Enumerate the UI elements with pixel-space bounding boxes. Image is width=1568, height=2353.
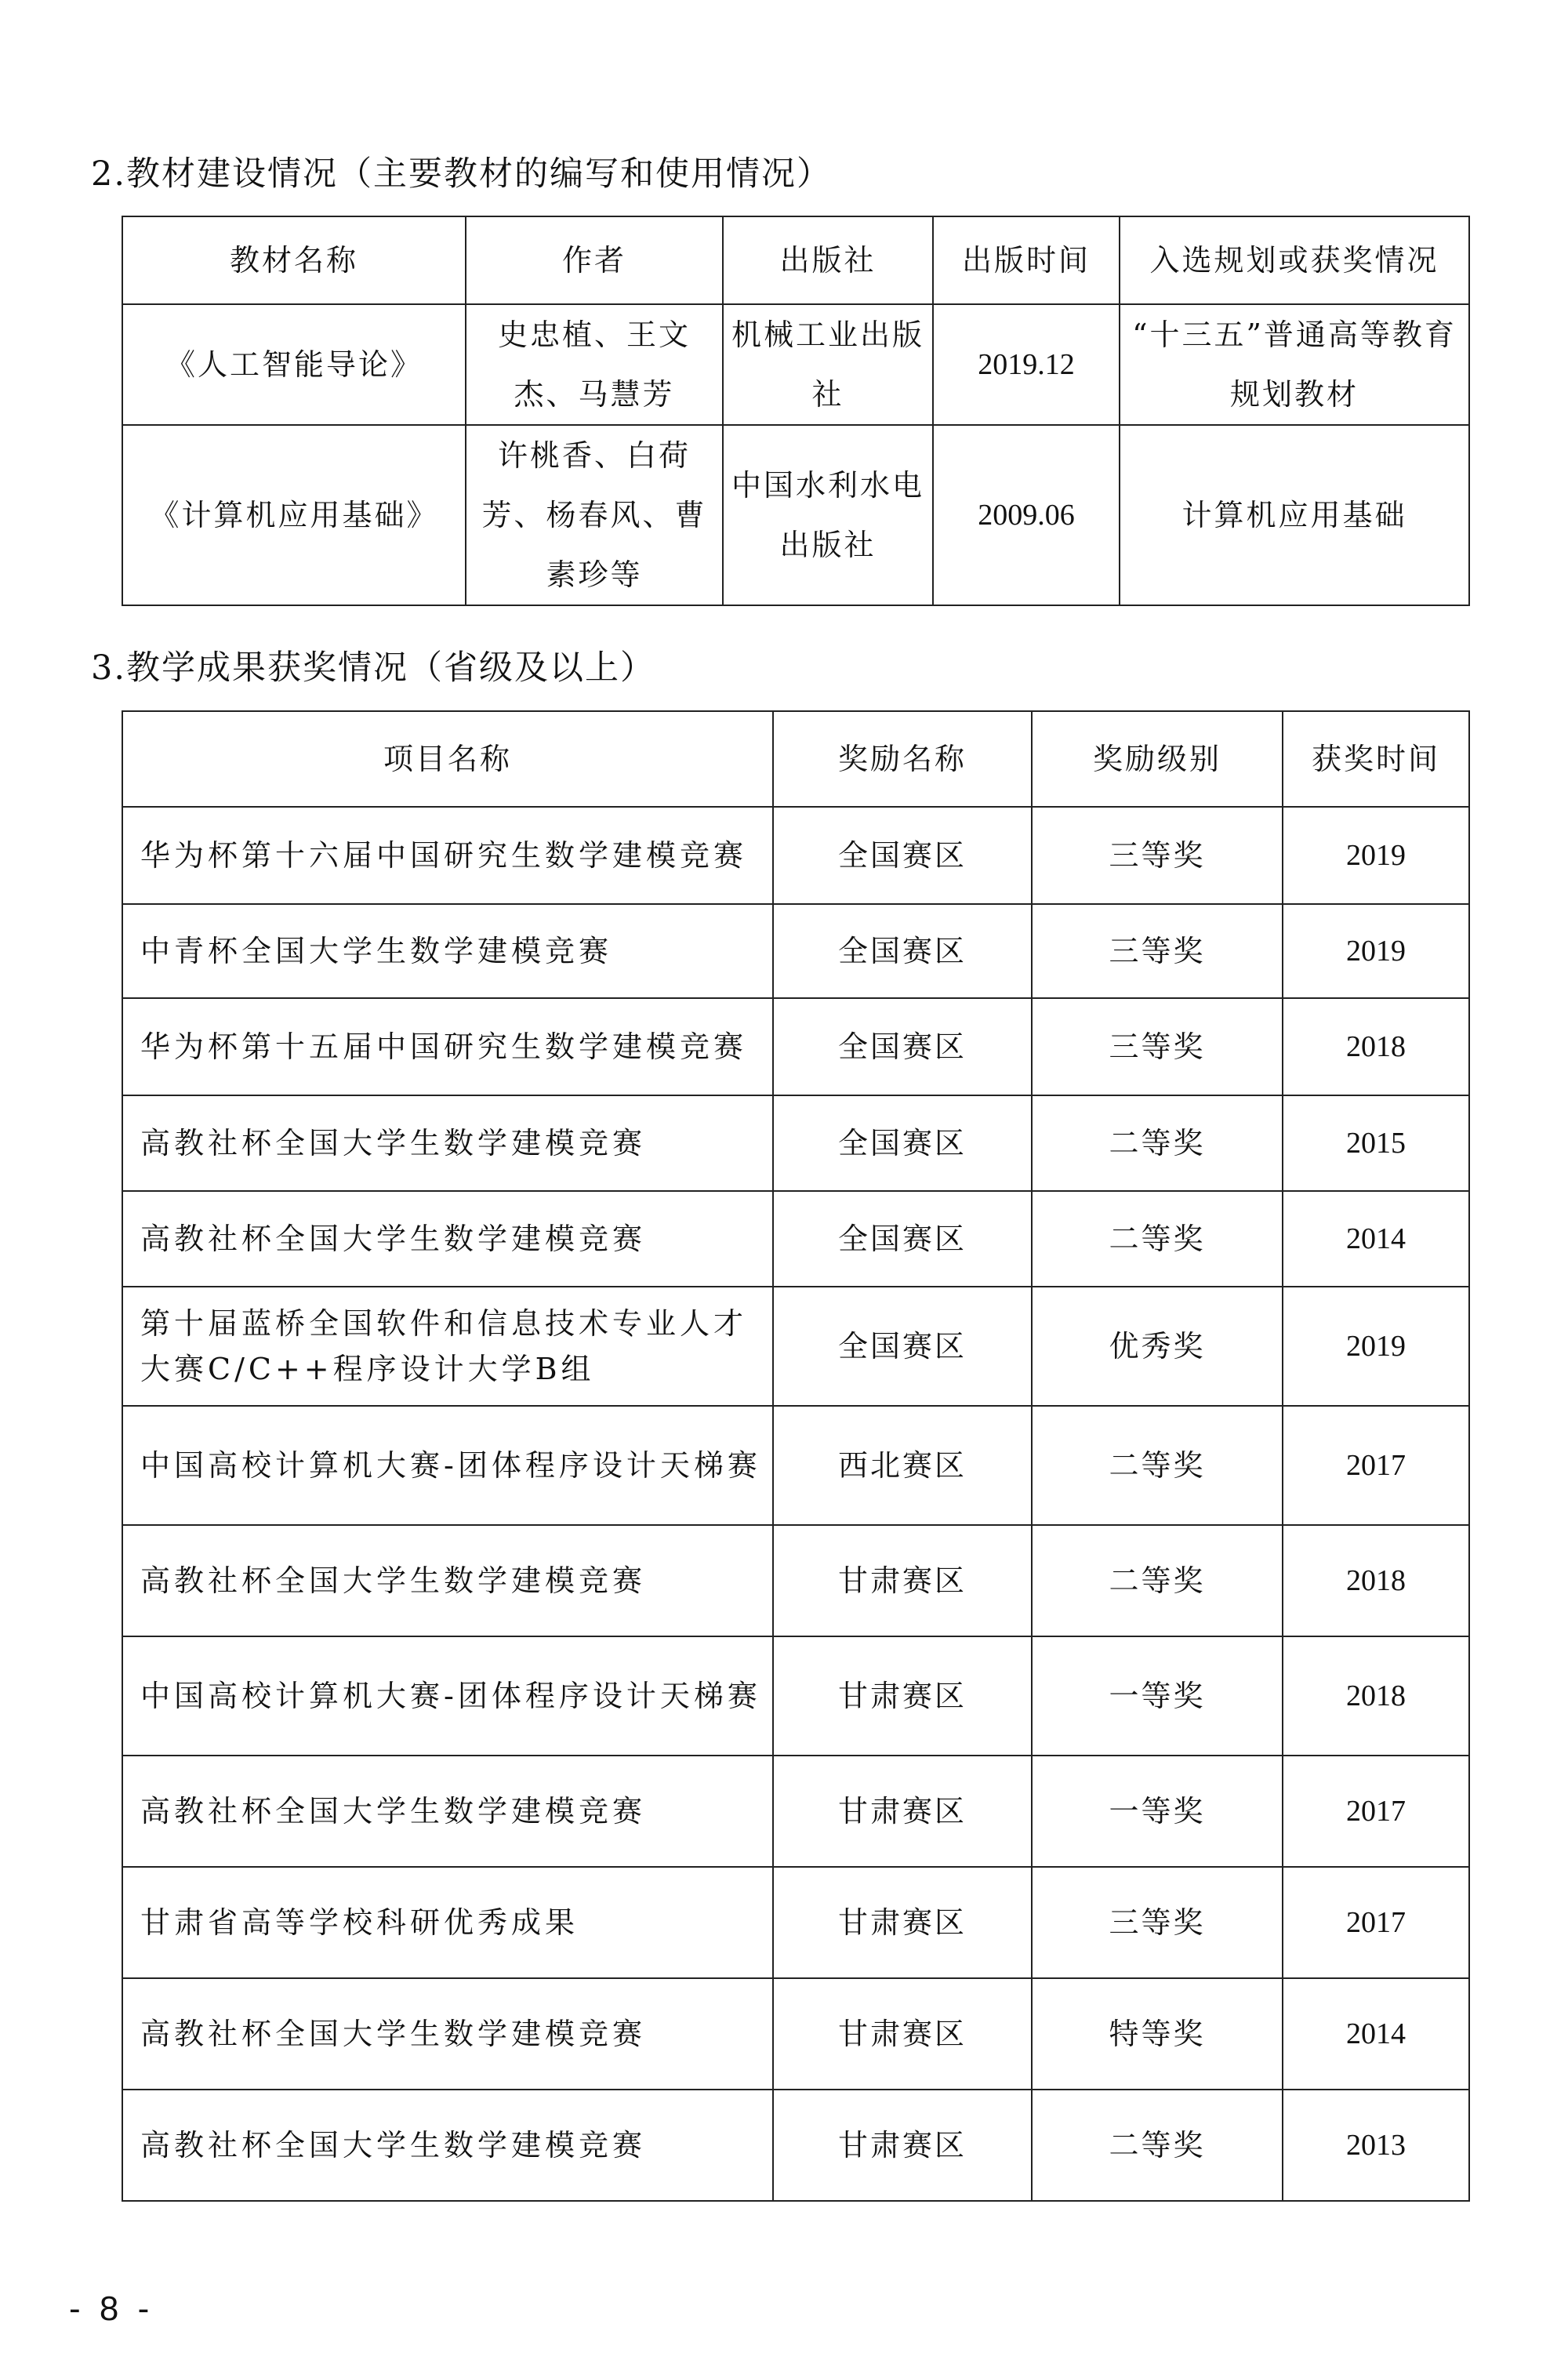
award-level: 二等奖 <box>1032 2090 1283 2201</box>
award-year: 2017 <box>1283 1867 1469 1978</box>
textbook-author: 许桃香、白荷芳、杨春风、曹素珍等 <box>466 425 723 605</box>
award-project-name: 高教社杯全国大学生数学建模竞赛 <box>122 1525 773 1636</box>
award-year: 2014 <box>1283 1191 1469 1287</box>
award-year: 2019 <box>1283 807 1469 904</box>
textbook-publisher: 中国水利水电出版社 <box>723 425 933 605</box>
award-year: 2015 <box>1283 1095 1469 1191</box>
table-row <box>122 1525 1469 1636</box>
award-level: 三等奖 <box>1032 807 1283 904</box>
table-row <box>122 1756 1469 1867</box>
award-project-name: 中国高校计算机大赛-团体程序设计天梯赛 <box>122 1406 773 1525</box>
textbook-name: 《计算机应用基础》 <box>122 425 466 605</box>
award-level: 二等奖 <box>1032 1406 1283 1525</box>
header-cell: 作者 <box>466 216 723 304</box>
textbook-date: 2009.06 <box>933 425 1120 605</box>
header-cell: 入选规划或获奖情况 <box>1120 216 1469 304</box>
award-name: 全国赛区 <box>773 807 1032 904</box>
textbook-table <box>122 216 1470 606</box>
award-project-name: 华为杯第十六届中国研究生数学建模竞赛 <box>122 807 773 904</box>
table-row <box>122 1191 1469 1287</box>
table-row <box>122 1636 1469 1756</box>
award-name: 甘肃赛区 <box>773 1756 1032 1867</box>
section-3-title: 3.教学成果获奖情况（省级及以上） <box>91 648 656 688</box>
award-project-name: 高教社杯全国大学生数学建模竞赛 <box>122 1756 773 1867</box>
textbook-publisher: 机械工业出版社 <box>723 304 933 425</box>
header-cell: 出版时间 <box>933 216 1120 304</box>
table-row <box>122 1867 1469 1978</box>
award-year: 2017 <box>1283 1406 1469 1525</box>
table-row <box>122 1978 1469 2090</box>
table-row <box>122 304 1469 425</box>
table-row <box>122 425 1469 605</box>
award-year: 2018 <box>1283 1525 1469 1636</box>
award-level: 三等奖 <box>1032 1867 1283 1978</box>
award-year: 2017 <box>1283 1756 1469 1867</box>
table-row <box>122 1406 1469 1525</box>
award-project-name: 高教社杯全国大学生数学建模竞赛 <box>122 1191 773 1287</box>
header-cell: 教材名称 <box>122 216 466 304</box>
table-row <box>122 1287 1469 1406</box>
award-year: 2013 <box>1283 2090 1469 2201</box>
award-level: 二等奖 <box>1032 1525 1283 1636</box>
awards-table <box>122 710 1470 2202</box>
table-header-row <box>122 216 1469 304</box>
award-name: 甘肃赛区 <box>773 2090 1032 2201</box>
award-year: 2019 <box>1283 1287 1469 1406</box>
header-cell: 项目名称 <box>122 711 773 807</box>
award-project-name: 中青杯全国大学生数学建模竞赛 <box>122 904 773 998</box>
award-year: 2014 <box>1283 1978 1469 2090</box>
textbook-name: 《人工智能导论》 <box>122 304 466 425</box>
header-cell: 奖励名称 <box>773 711 1032 807</box>
header-cell: 奖励级别 <box>1032 711 1283 807</box>
award-name: 甘肃赛区 <box>773 1525 1032 1636</box>
awards-body <box>122 807 1469 2201</box>
award-project-name: 高教社杯全国大学生数学建模竞赛 <box>122 2090 773 2201</box>
award-project-name: 中国高校计算机大赛-团体程序设计天梯赛 <box>122 1636 773 1756</box>
award-level: 一等奖 <box>1032 1756 1283 1867</box>
award-project-name: 高教社杯全国大学生数学建模竞赛 <box>122 1095 773 1191</box>
textbook-status: 计算机应用基础 <box>1120 425 1469 605</box>
table-row <box>122 2090 1469 2201</box>
table-row <box>122 1095 1469 1191</box>
table-header-row <box>122 711 1469 807</box>
award-name: 全国赛区 <box>773 1095 1032 1191</box>
award-name: 全国赛区 <box>773 904 1032 998</box>
header-cell: 出版社 <box>723 216 933 304</box>
award-year: 2018 <box>1283 1636 1469 1756</box>
award-year: 2019 <box>1283 904 1469 998</box>
award-project-name: 第十届蓝桥全国软件和信息技术专业人才大赛C/C++程序设计大学B组 <box>122 1287 773 1406</box>
award-level: 一等奖 <box>1032 1636 1283 1756</box>
award-project-name: 高教社杯全国大学生数学建模竞赛 <box>122 1978 773 2090</box>
table-row <box>122 807 1469 904</box>
page-number: - 8 - <box>69 2289 154 2328</box>
award-level: 三等奖 <box>1032 904 1283 998</box>
award-name: 甘肃赛区 <box>773 1636 1032 1756</box>
table-row <box>122 998 1469 1095</box>
award-name: 甘肃赛区 <box>773 1978 1032 2090</box>
textbook-status: “十三五”普通高等教育规划教材 <box>1120 304 1469 425</box>
award-name: 西北赛区 <box>773 1406 1032 1525</box>
section-2-title: 2.教材建设情况（主要教材的编写和使用情况） <box>91 154 833 194</box>
award-project-name: 甘肃省高等学校科研优秀成果 <box>122 1867 773 1978</box>
award-year: 2018 <box>1283 998 1469 1095</box>
header-cell: 获奖时间 <box>1283 711 1469 807</box>
award-level: 特等奖 <box>1032 1978 1283 2090</box>
award-name: 全国赛区 <box>773 1191 1032 1287</box>
award-level: 优秀奖 <box>1032 1287 1283 1406</box>
textbook-date: 2019.12 <box>933 304 1120 425</box>
award-name: 甘肃赛区 <box>773 1867 1032 1978</box>
table-row <box>122 904 1469 998</box>
award-level: 三等奖 <box>1032 998 1283 1095</box>
award-level: 二等奖 <box>1032 1095 1283 1191</box>
award-project-name: 华为杯第十五届中国研究生数学建模竞赛 <box>122 998 773 1095</box>
award-name: 全国赛区 <box>773 998 1032 1095</box>
textbook-author: 史忠植、王文杰、马慧芳 <box>466 304 723 425</box>
award-name: 全国赛区 <box>773 1287 1032 1406</box>
award-level: 二等奖 <box>1032 1191 1283 1287</box>
